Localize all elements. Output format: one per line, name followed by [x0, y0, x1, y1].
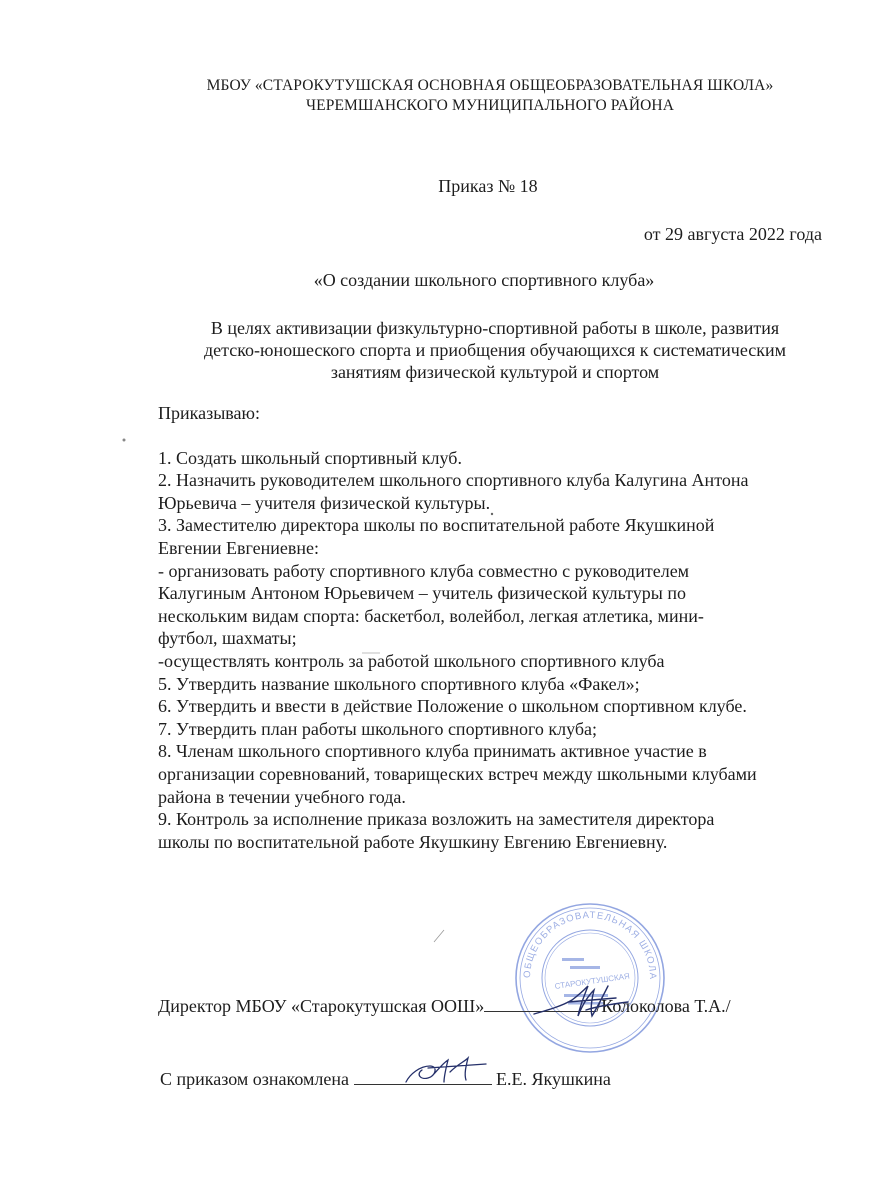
body-line: нескольким видам спорта: баскетбол, волейбол, легкая атлетика, мини-: [158, 605, 704, 626]
body-line: Евгении Евгениевне:: [158, 537, 320, 558]
body-line: Калугиным Антоном Юрьевичем – учитель физической культуры по: [158, 583, 687, 604]
preamble-line: занятиям физической культурой и спортом: [330, 362, 660, 382]
body-line: 1. Создать школьный спортивный клуб.: [158, 447, 462, 468]
order-number: Приказ № 18: [438, 176, 538, 196]
body-line: -осуществлять контроль за работой школьного спортивного клуба: [158, 650, 665, 671]
body-line: школы по воспитательной работе Якушкину Евгению Евгениевну.: [158, 831, 668, 852]
body-line: 2. Назначить руководителем школьного спортивного клуба Калугина Антона: [158, 470, 749, 491]
school-name-line: МБОУ «СТАРОКУТУШСКАЯ ОСНОВНАЯ ОБЩЕОБРАЗОВАТЕЛЬНАЯ ШКОЛА»: [206, 77, 774, 94]
body-line: 7. Утвердить план работы школьного спортивного клуба;: [158, 718, 598, 739]
director-signature-line: [158, 996, 731, 1017]
body-line: 3. Заместителю директора школы по воспитательной работе Якушкиной: [158, 515, 715, 536]
body-line: 8. Членам школьного спортивного клуба принимать активное участие в: [158, 741, 707, 762]
body-line: 5. Утвердить название школьного спортивного клуба «Факел»;: [158, 673, 640, 694]
director-name: /Колоколова Т.А./: [596, 996, 731, 1016]
acknowledgment-signature-icon: [398, 1052, 494, 1092]
director-title: Директор МБОУ «Старокутушская ООШ»: [158, 996, 485, 1016]
acknowledgment-line: [160, 1069, 611, 1090]
district-line: ЧЕРЕМШАНСКОГО МУНИЦИПАЛЬНОГО РАЙОНА: [305, 97, 675, 114]
acknowledged-person: Е.Е. Якушкина: [496, 1069, 611, 1089]
scan-speck: [430, 926, 450, 946]
order-subject: «О создании школьного спортивного клуба»: [313, 270, 655, 290]
directive-heading: Приказываю:: [158, 403, 260, 423]
body-line: организации соревнований, товарищеских встреч между школьными клубами: [158, 763, 757, 784]
director-signature-icon: [528, 980, 638, 1026]
scan-speck: [120, 436, 128, 444]
preamble-line: В целях активизации физкультурно-спортивной работы в школе, развития: [210, 318, 780, 338]
body-line: 9. Контроль за исполнение приказа возложить на заместителя директора: [158, 809, 715, 830]
body-line: 6. Утвердить и ввести в действие Положение о школьном спортивном клубе.: [158, 696, 747, 717]
body-line: футбол, шахматы;: [158, 628, 297, 649]
body-line: района в течении учебного года.: [158, 786, 406, 807]
stamp-ring-text: ОБЩЕОБРАЗОВАТЕЛЬНАЯ ШКОЛА: [521, 909, 659, 981]
order-date: от 29 августа 2022 года: [643, 224, 822, 244]
school-header: [130, 76, 850, 116]
scan-speck: [360, 650, 384, 656]
preamble: [150, 317, 840, 383]
body-line: Юрьевича – учителя физической культуры.: [158, 492, 491, 513]
order-body: [158, 402, 838, 853]
acknowledgment-label: С приказом ознакомлена: [160, 1069, 349, 1089]
body-line: - организовать работу спортивного клуба совместно с руководителем: [158, 560, 690, 581]
stamp-inner-text: СТАРОКУТУШСКАЯ: [554, 971, 631, 991]
official-stamp: [512, 900, 668, 1056]
preamble-line: детско-юношеского спорта и приобщения обучающихся к систематическим: [203, 340, 787, 360]
scan-speck: [488, 510, 496, 518]
